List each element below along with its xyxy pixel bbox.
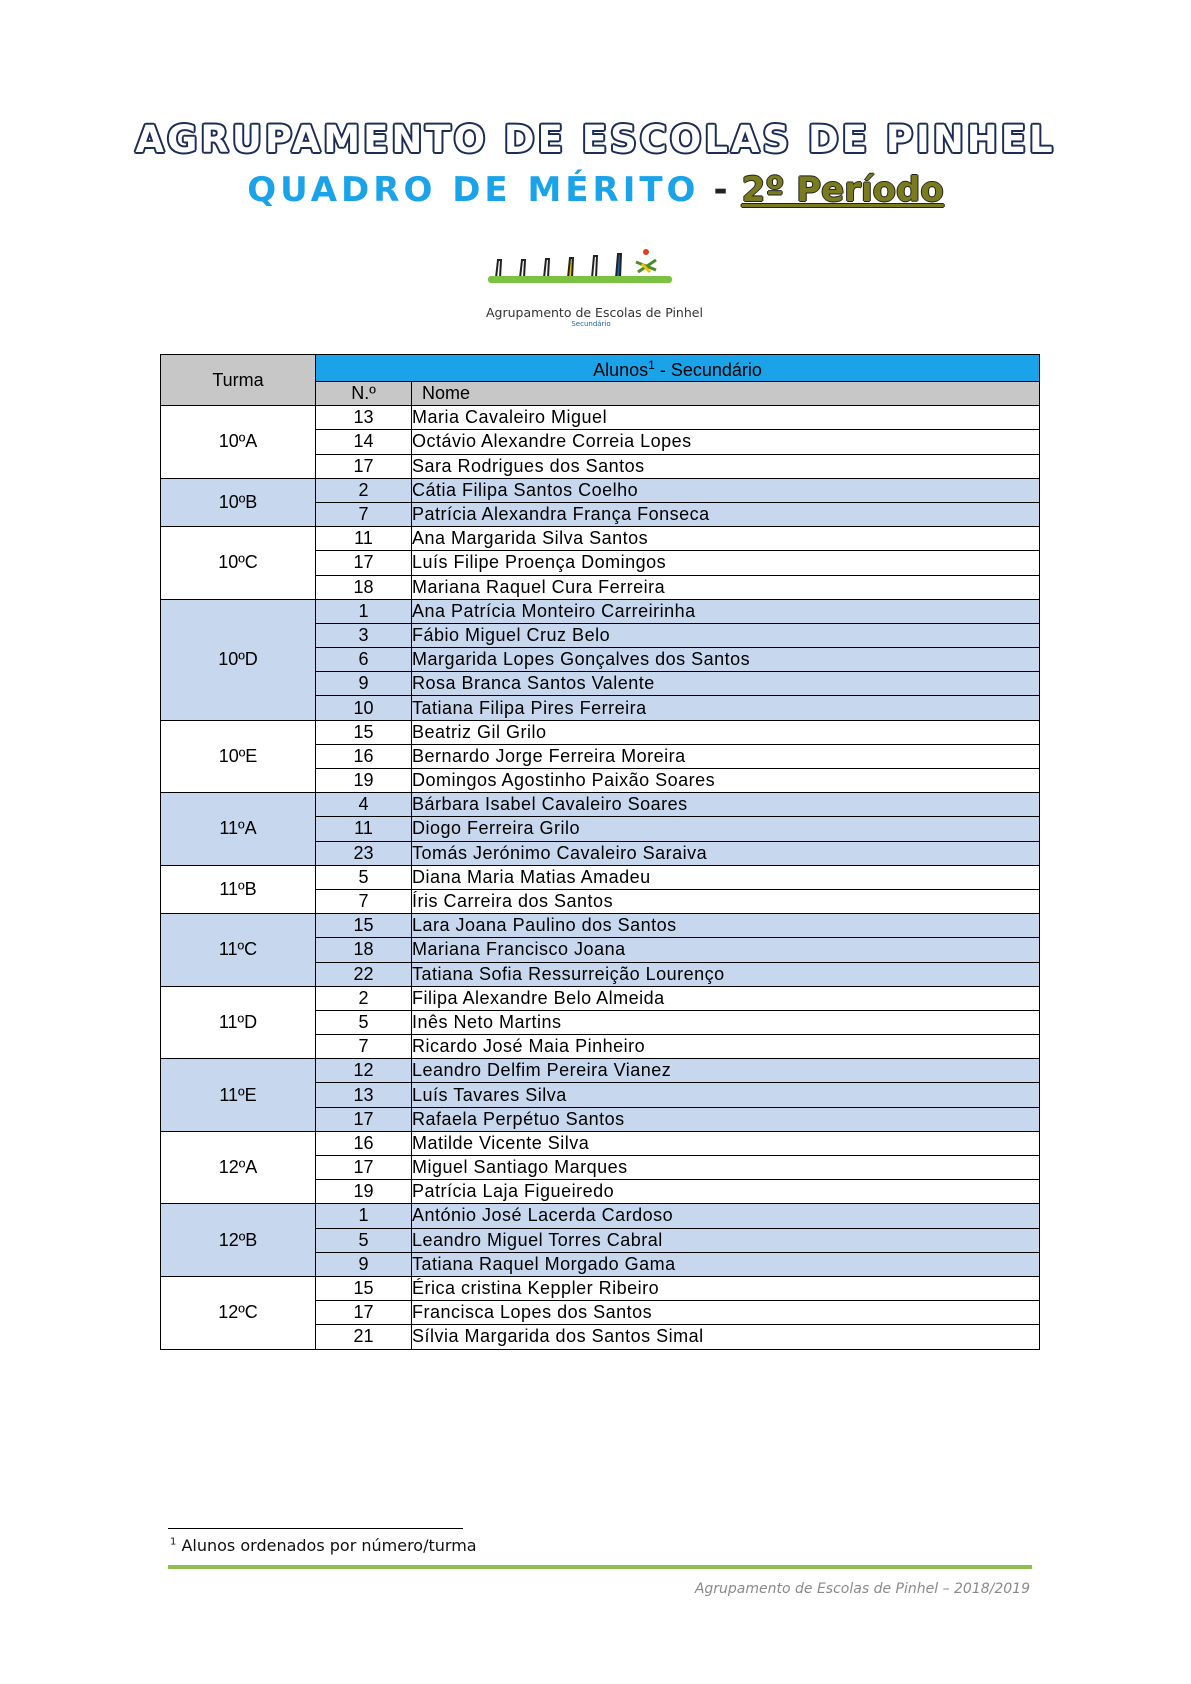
table-row [161, 478, 1040, 502]
student-name: Leandro Miguel Torres Cabral [412, 1228, 1040, 1252]
student-number: 12 [316, 1059, 412, 1083]
student-number: 2 [316, 478, 412, 502]
student-name: Ana Patrícia Monteiro Carreirinha [412, 599, 1040, 623]
student-number: 6 [316, 648, 412, 672]
student-number: 15 [316, 1276, 412, 1300]
student-number: 18 [316, 938, 412, 962]
student-name: Sara Rodrigues dos Santos [412, 454, 1040, 478]
student-name: Mariana Francisco Joana [412, 938, 1040, 962]
student-name: Rafaela Perpétuo Santos [412, 1107, 1040, 1131]
student-name: Fábio Miguel Cruz Belo [412, 623, 1040, 647]
logo-subcaption: Secundário [571, 320, 611, 328]
student-number: 15 [316, 720, 412, 744]
student-name: Patrícia Alexandra França Fonseca [412, 502, 1040, 526]
turma-header: Turma [161, 355, 316, 406]
student-number: 18 [316, 575, 412, 599]
table-row [161, 1204, 1040, 1228]
turma-cell: 11ºD [161, 986, 316, 1059]
student-name: Diogo Ferreira Grilo [412, 817, 1040, 841]
student-number: 15 [316, 914, 412, 938]
subtitle-quadro: QUADRO DE MÉRITO [247, 170, 700, 210]
student-number: 13 [316, 1083, 412, 1107]
table-body [161, 406, 1040, 1349]
turma-cell: 12ºC [161, 1276, 316, 1349]
student-name: Miguel Santiago Marques [412, 1156, 1040, 1180]
student-number: 17 [316, 454, 412, 478]
logo-caption: Agrupamento de Escolas de Pinhel [486, 305, 703, 320]
student-number: 2 [316, 986, 412, 1010]
student-number: 7 [316, 1035, 412, 1059]
turma-cell: 11ºC [161, 914, 316, 987]
student-name: Octávio Alexandre Correia Lopes [412, 430, 1040, 454]
student-number: 14 [316, 430, 412, 454]
student-name: Tomás Jerónimo Cavaleiro Saraiva [412, 841, 1040, 865]
student-number: 7 [316, 889, 412, 913]
student-number: 4 [316, 793, 412, 817]
student-name: Margarida Lopes Gonçalves dos Santos [412, 648, 1040, 672]
student-number: 11 [316, 817, 412, 841]
footnote-divider [168, 1528, 463, 1529]
student-number: 22 [316, 962, 412, 986]
student-name: Rosa Branca Santos Valente [412, 672, 1040, 696]
table-row [161, 720, 1040, 744]
student-number: 9 [316, 672, 412, 696]
student-number: 10 [316, 696, 412, 720]
student-name: Lara Joana Paulino dos Santos [412, 914, 1040, 938]
student-number: 9 [316, 1252, 412, 1276]
student-number: 19 [316, 1180, 412, 1204]
student-name: Domingos Agostinho Paixão Soares [412, 769, 1040, 793]
page-footer: Agrupamento de Escolas de Pinhel – 2018/2019 [694, 1581, 1030, 1597]
student-number: 16 [316, 744, 412, 768]
student-name: Tatiana Sofia Ressurreição Lourenço [412, 962, 1040, 986]
student-name: Maria Cavaleiro Miguel [412, 406, 1040, 430]
student-name: Tatiana Raquel Morgado Gama [412, 1252, 1040, 1276]
student-name: Inês Neto Martins [412, 1010, 1040, 1034]
student-name: Leandro Delfim Pereira Vianez [412, 1059, 1040, 1083]
student-number: 16 [316, 1131, 412, 1155]
turma-cell: 10ºC [161, 527, 316, 600]
student-number: 5 [316, 865, 412, 889]
document-title: AGRUPAMENTO DE ESCOLAS DE PINHEL [135, 118, 1056, 161]
student-name: Sílvia Margarida dos Santos Simal [412, 1325, 1040, 1349]
table-row [161, 599, 1040, 623]
nome-header: Nome [412, 382, 1040, 406]
student-name: Cátia Filipa Santos Coelho [412, 478, 1040, 502]
student-name: Mariana Raquel Cura Ferreira [412, 575, 1040, 599]
turma-cell: 12ºB [161, 1204, 316, 1277]
turma-cell: 10ºD [161, 599, 316, 720]
turma-cell: 10ºA [161, 406, 316, 479]
footnote: $^1$ Alunos ordenados por número/turma [170, 1536, 477, 1555]
student-number: 21 [316, 1325, 412, 1349]
student-number: 11 [316, 527, 412, 551]
student-number: 23 [316, 841, 412, 865]
student-name: Érica cristina Keppler Ribeiro [412, 1276, 1040, 1300]
subtitle-dash: - [713, 170, 728, 210]
student-number: 13 [316, 406, 412, 430]
student-number: 7 [316, 502, 412, 526]
student-name: Bernardo Jorge Ferreira Moreira [412, 744, 1040, 768]
turma-cell: 11ºA [161, 793, 316, 866]
table-row [161, 865, 1040, 889]
student-number: 1 [316, 599, 412, 623]
student-number: 19 [316, 769, 412, 793]
footnote-marker: 1 [648, 358, 655, 372]
turma-cell: 12ºA [161, 1131, 316, 1204]
subtitle-period: 2º Período [741, 170, 944, 210]
student-number: 17 [316, 551, 412, 575]
student-name: Ana Margarida Silva Santos [412, 527, 1040, 551]
turma-cell: 10ºB [161, 478, 316, 526]
footer-rule [168, 1565, 1032, 1569]
student-number: 17 [316, 1107, 412, 1131]
student-name: Patrícia Laja Figueiredo [412, 1180, 1040, 1204]
student-name: Matilde Vicente Silva [412, 1131, 1040, 1155]
num-header: N.º [316, 382, 412, 406]
alunos-header: Alunos$^1$ - Secundário [316, 355, 1040, 382]
student-name: António José Lacerda Cardoso [412, 1204, 1040, 1228]
turma-cell: 10ºE [161, 720, 316, 793]
turma-cell: 11ºE [161, 1059, 316, 1132]
table-row [161, 1131, 1040, 1155]
student-name: Beatriz Gil Grilo [412, 720, 1040, 744]
table-row [161, 986, 1040, 1010]
table-row [161, 1059, 1040, 1083]
table-row [161, 527, 1040, 551]
student-name: Bárbara Isabel Cavaleiro Soares [412, 793, 1040, 817]
student-number: 1 [316, 1204, 412, 1228]
student-name: Tatiana Filipa Pires Ferreira [412, 696, 1040, 720]
table-row [161, 914, 1040, 938]
student-number: 5 [316, 1228, 412, 1252]
student-name: Ricardo José Maia Pinheiro [412, 1035, 1040, 1059]
student-name: Luís Filipe Proença Domingos [412, 551, 1040, 575]
student-name: Diana Maria Matias Amadeu [412, 865, 1040, 889]
table-row [161, 406, 1040, 430]
student-number: 3 [316, 623, 412, 647]
merit-table [160, 354, 1040, 1350]
document-subtitle [0, 170, 1191, 210]
student-number: 17 [316, 1156, 412, 1180]
student-name: Luís Tavares Silva [412, 1083, 1040, 1107]
student-number: 17 [316, 1301, 412, 1325]
student-name: Íris Carreira dos Santos [412, 889, 1040, 913]
student-name: Francisca Lopes dos Santos [412, 1301, 1040, 1325]
student-number: 5 [316, 1010, 412, 1034]
table-row [161, 1276, 1040, 1300]
table-row [161, 793, 1040, 817]
student-name: Filipa Alexandre Belo Almeida [412, 986, 1040, 1010]
turma-cell: 11ºB [161, 865, 316, 913]
